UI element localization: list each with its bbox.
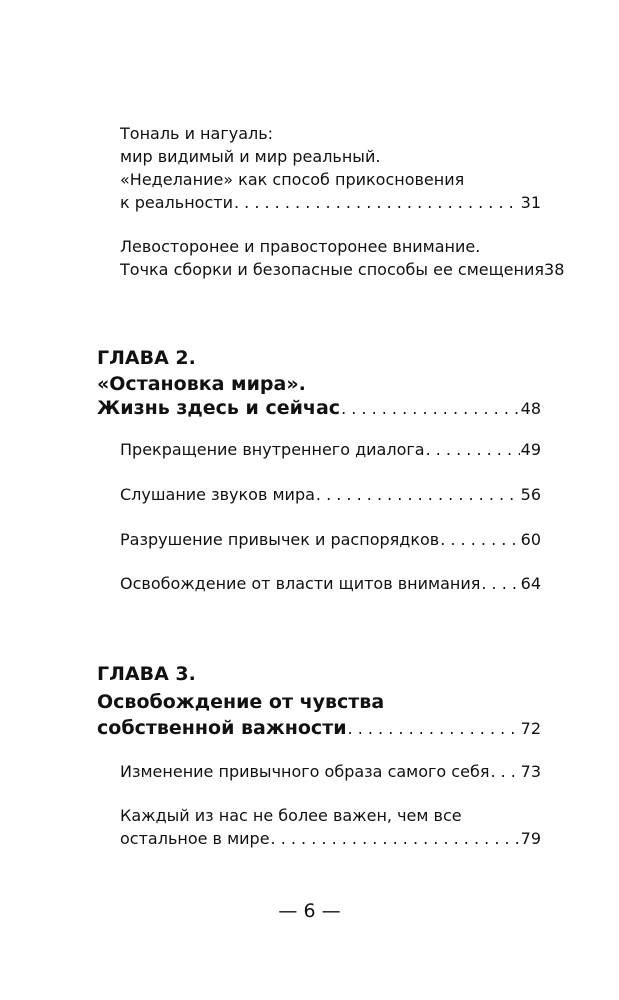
toc-entry-title: Слушание звуков мира	[120, 485, 315, 504]
leader-dots	[271, 829, 520, 849]
toc-entry[interactable]	[120, 530, 541, 550]
toc-page-number: 79	[520, 829, 541, 848]
toc-entry-title: Прекращение внутреннего диалога	[120, 440, 425, 459]
toc-entry[interactable]	[120, 574, 541, 594]
chapter-title: Жизнь здесь и сейчас	[97, 397, 341, 419]
toc-page-number: 49	[520, 440, 541, 459]
leader-dots	[316, 485, 520, 505]
chapter-entry[interactable]	[97, 396, 541, 421]
toc-line: Левосторонее и правосторонее внимание.	[120, 237, 481, 256]
chapter-title-line: «Остановка мира».	[97, 373, 306, 395]
toc-entry[interactable]	[120, 829, 541, 849]
leader-dots	[348, 717, 520, 741]
toc-line: Каждый из нас не более важен, чем все	[120, 806, 462, 825]
toc-page-number: 72	[520, 719, 541, 738]
toc-page-number: 48	[520, 399, 541, 418]
toc-page-number: 56	[520, 485, 541, 504]
chapter-label: ГЛАВА 3.	[97, 663, 196, 685]
leader-dots	[426, 440, 520, 460]
toc-entry-title: Разрушение привычек и распорядков	[120, 530, 440, 549]
toc-page-number: 73	[520, 762, 541, 781]
leader-dots	[490, 762, 519, 782]
toc-line: Тональ и нагуаль:	[120, 124, 274, 143]
toc-line: мир видимый и мир реальный.	[120, 147, 381, 166]
chapter-title-line: Освобождение от чувства	[97, 691, 385, 713]
leader-dots	[234, 193, 520, 213]
toc-entry[interactable]	[120, 762, 541, 782]
toc-line: «Неделание» как способ прикосновения	[120, 170, 465, 189]
page-number-footer: — 6 —	[278, 900, 341, 922]
leader-dots	[440, 530, 519, 550]
toc-entry-title: Освобождение от власти щитов внимания	[120, 574, 481, 593]
toc-entry-title: остальное в мире	[120, 829, 270, 848]
toc-entry[interactable]	[120, 260, 565, 280]
toc-page-number: 38	[544, 260, 565, 279]
chapter-entry[interactable]	[97, 716, 541, 741]
toc-entry[interactable]	[120, 440, 541, 460]
leader-dots	[481, 574, 519, 594]
toc-page-number: 64	[520, 574, 541, 593]
chapter-label: ГЛАВА 2.	[97, 347, 196, 369]
toc-page-number: 60	[520, 530, 541, 549]
chapter-title: собственной важности	[97, 717, 347, 739]
toc-entry-title: к реальности	[120, 193, 233, 212]
leader-dots	[341, 397, 520, 421]
toc-entry-title: Изменение привычного образа самого себя	[120, 762, 490, 781]
toc-entry-title: Точка сборки и безопасные способы ее смещения	[120, 260, 545, 279]
toc-entry[interactable]	[120, 193, 541, 213]
toc-page-number: 31	[520, 193, 541, 212]
toc-entry[interactable]	[120, 485, 541, 505]
